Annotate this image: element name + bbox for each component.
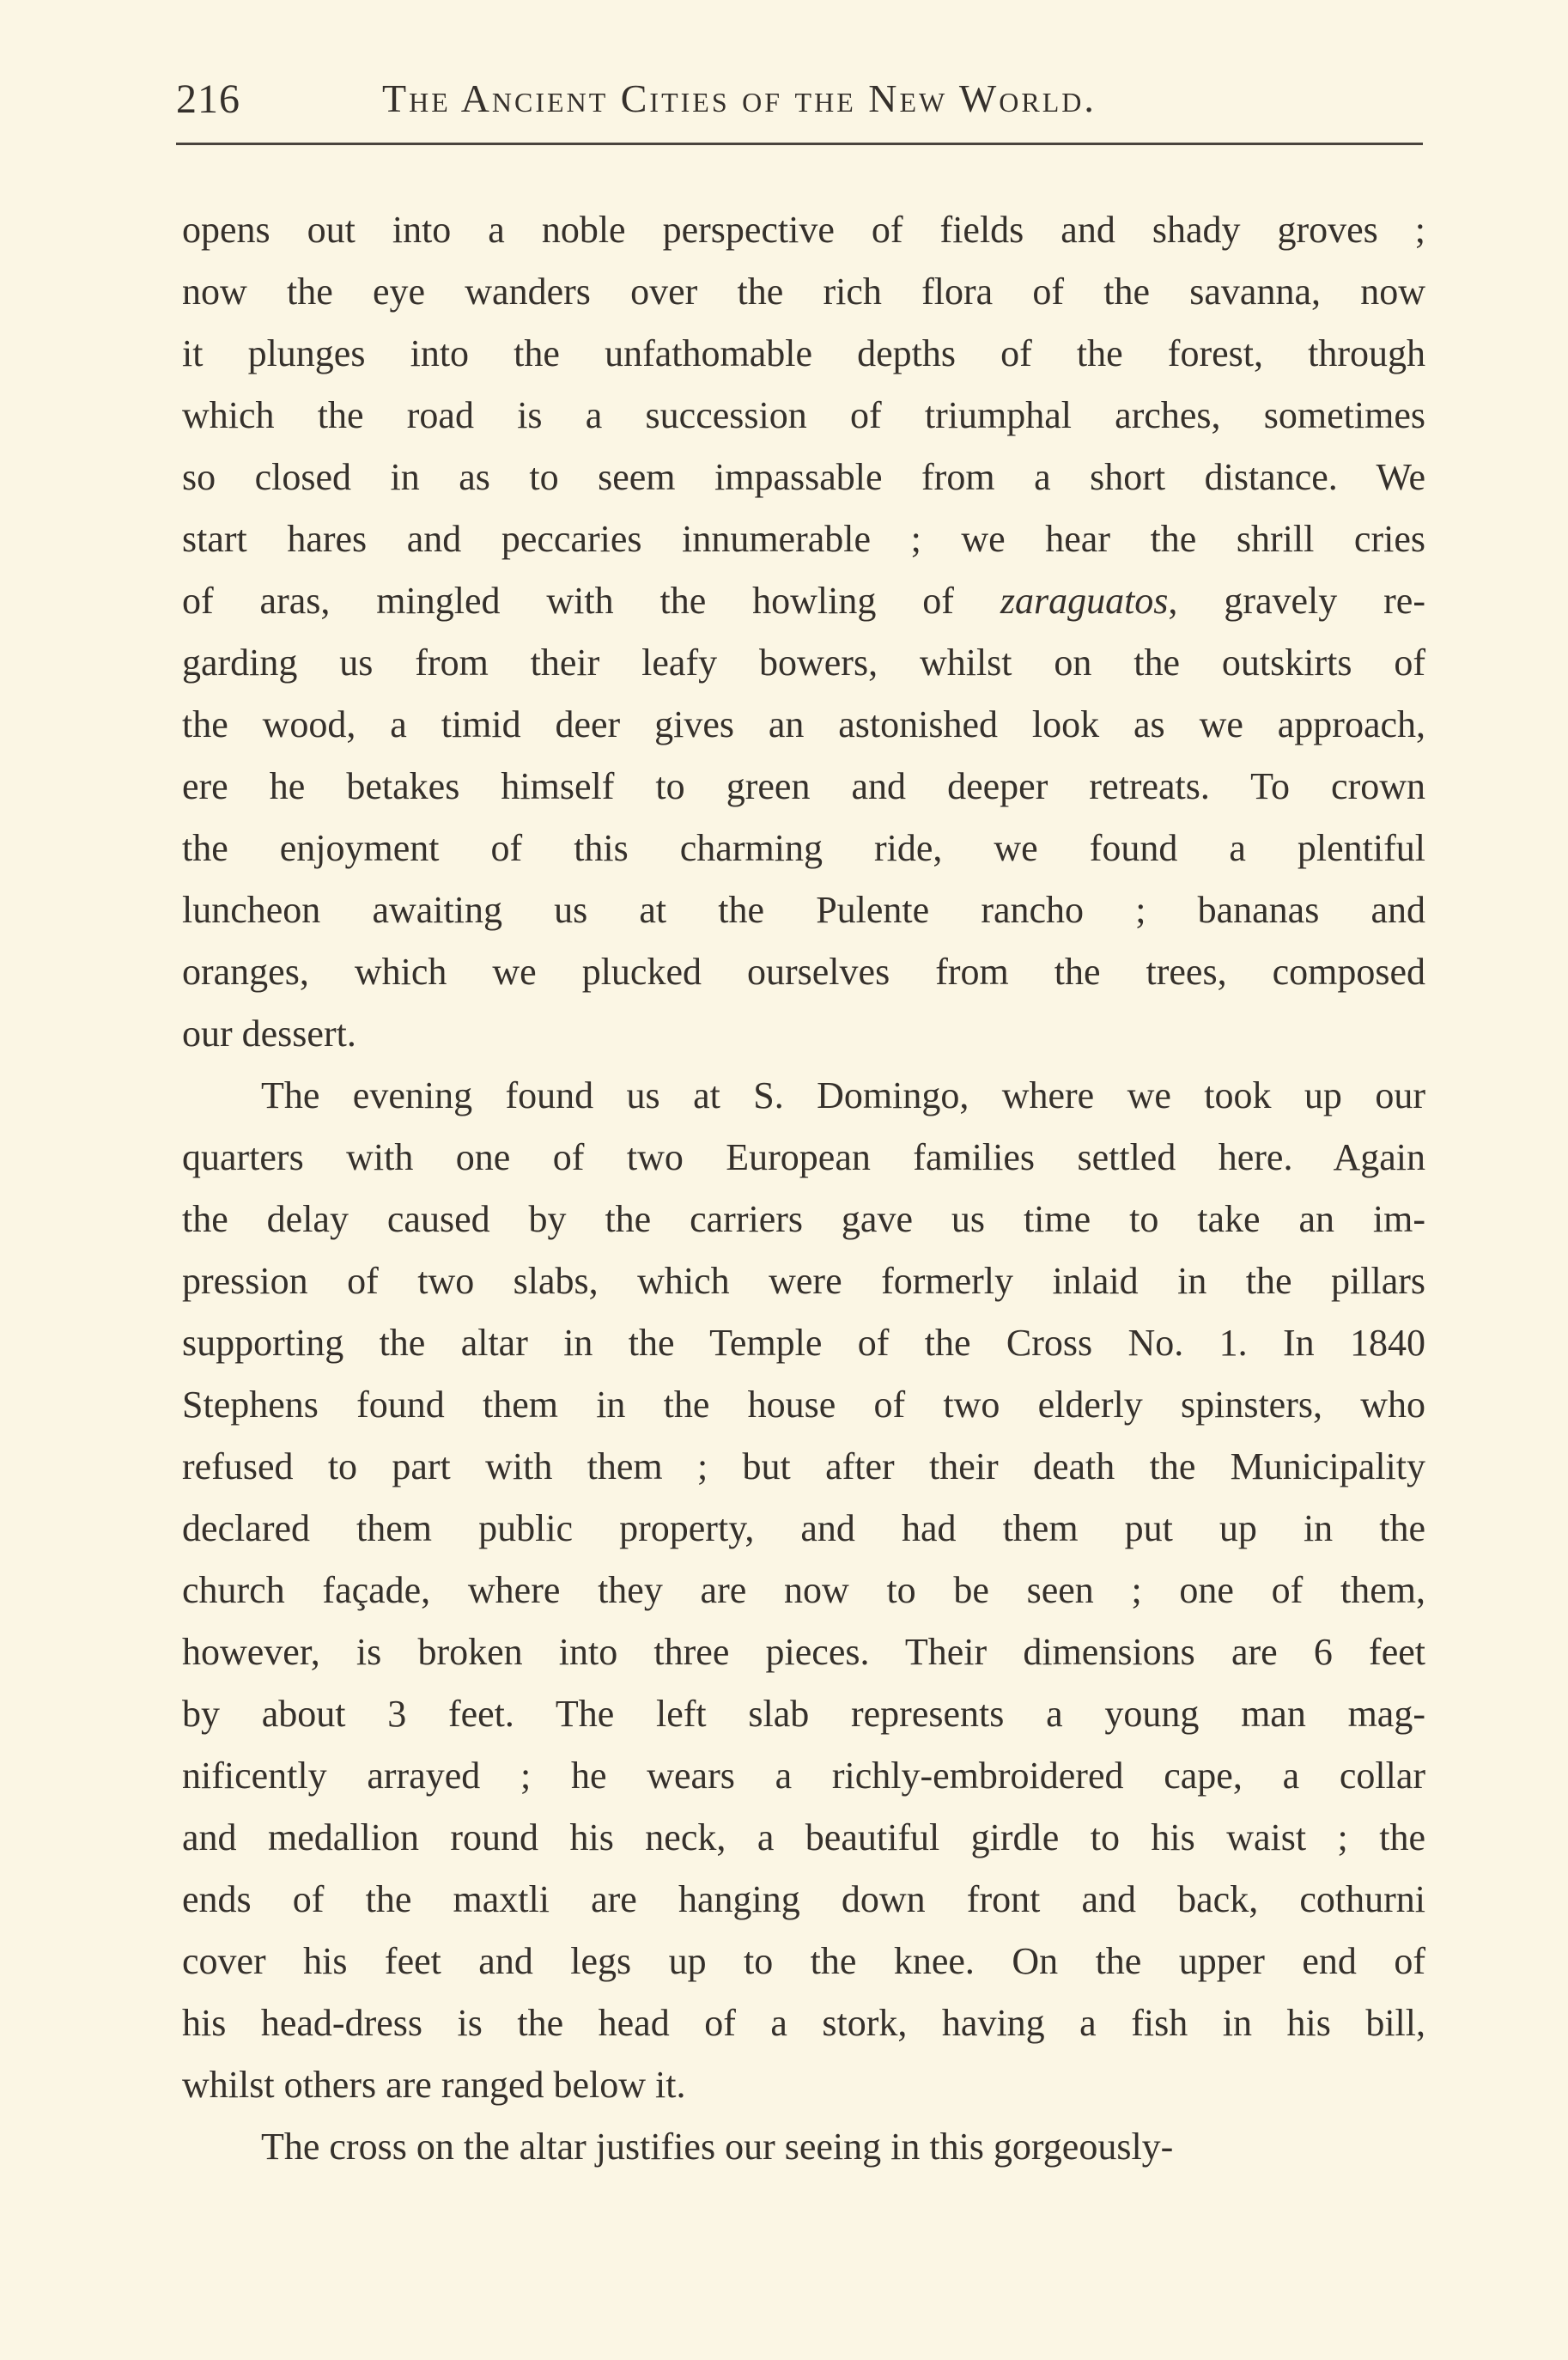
text-line: opens out into a noble perspective of fields and shady groves ; bbox=[182, 209, 1425, 251]
page-number: 216 bbox=[176, 76, 240, 122]
text-line: church façade, where they are now to be seen ; one of them, bbox=[182, 1569, 1425, 1611]
text-line: the wood, a timid deer gives an astonished look as we approach, bbox=[182, 703, 1425, 745]
text-line: so closed in as to seem impassable from a short distance. We bbox=[182, 456, 1425, 498]
text-line: whilst others are ranged below it. bbox=[182, 2064, 686, 2106]
text-line: garding us from their leafy bowers, whilst on the outskirts of bbox=[182, 642, 1425, 684]
text-line: of aras, mingled with the howling of zaraguatos, gravely re- bbox=[182, 580, 1425, 622]
text-line: pression of two slabs, which were formerly inlaid in the pillars bbox=[182, 1260, 1425, 1302]
text-line: luncheon awaiting us at the Pulente rancho ; bananas and bbox=[182, 889, 1425, 931]
text-line: which the road is a succession of triumphal arches, sometimes bbox=[182, 394, 1425, 436]
text-line: Stephens found them in the house of two elderly spinsters, who bbox=[182, 1384, 1425, 1426]
text-line: the enjoyment of this charming ride, we found a plentiful bbox=[182, 827, 1425, 869]
text-line: refused to part with them ; but after their death the Municipality bbox=[182, 1445, 1425, 1487]
text-line: however, is broken into three pieces. Their dimensions are 6 feet bbox=[182, 1631, 1425, 1673]
text-line: ends of the maxtli are hanging down front and back, cothurni bbox=[182, 1878, 1425, 1920]
body-text bbox=[182, 199, 1425, 2178]
text-line: declared them public property, and had them put up in the bbox=[182, 1507, 1425, 1549]
text-line: now the eye wanders over the rich flora of the savanna, now bbox=[182, 271, 1425, 313]
text-line: nificently arrayed ; he wears a richly-embroidered cape, a collar bbox=[182, 1755, 1425, 1797]
text-line: and medallion round his neck, a beautiful girdle to his waist ; the bbox=[182, 1816, 1425, 1858]
text-line: by about 3 feet. The left slab represents a young man mag- bbox=[182, 1693, 1425, 1735]
text-line: cover his feet and legs up to the knee. On the upper end of bbox=[182, 1940, 1425, 1982]
text-line: ere he betakes himself to green and deeper retreats. To crown bbox=[182, 765, 1425, 807]
text-line: The evening found us at S. Domingo, where we took up our bbox=[261, 1074, 1425, 1116]
header-rule bbox=[176, 143, 1423, 145]
page-header bbox=[176, 76, 1421, 127]
running-title: The Ancient Cities of the New World. bbox=[382, 76, 1097, 120]
text-line: The cross on the altar justifies our seeing in this gorgeously- bbox=[261, 2126, 1174, 2168]
text-line: quarters with one of two European families settled here. Again bbox=[182, 1136, 1425, 1178]
text-line: it plunges into the unfathomable depths of the forest, through bbox=[182, 332, 1425, 374]
text-line: our dessert. bbox=[182, 1013, 356, 1055]
text-line: start hares and peccaries innumerable ; we hear the shrill cries bbox=[182, 518, 1425, 560]
text-line: supporting the altar in the Temple of the Cross No. 1. In 1840 bbox=[182, 1322, 1425, 1364]
text-line: the delay caused by the carriers gave us time to take an im- bbox=[182, 1198, 1425, 1240]
text-line: his head-dress is the head of a stork, having a fish in his bill, bbox=[182, 2002, 1425, 2044]
text-line: oranges, which we plucked ourselves from the trees, composed bbox=[182, 951, 1425, 993]
